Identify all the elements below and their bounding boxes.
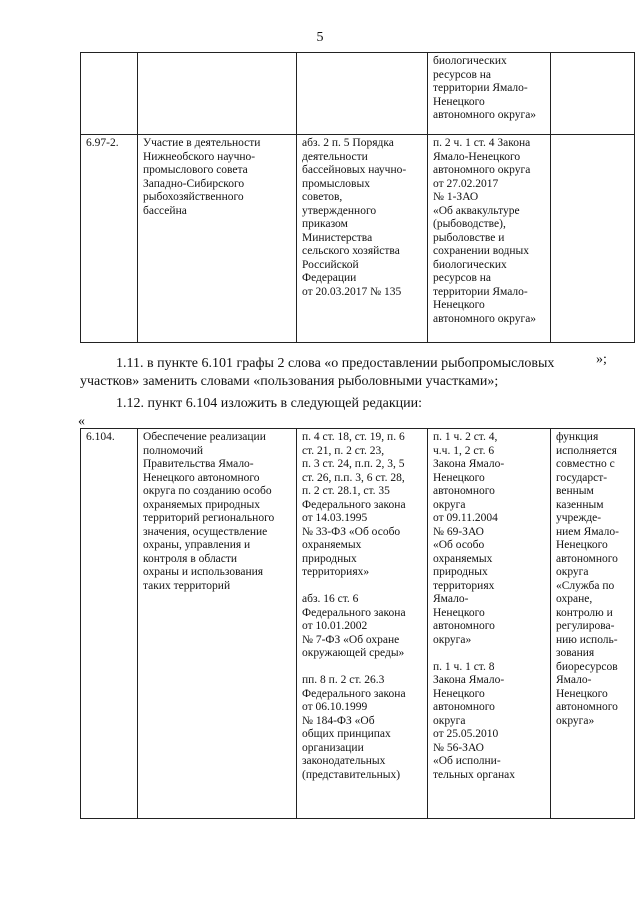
- table-row: [81, 53, 635, 135]
- table-continuation: [80, 52, 635, 343]
- cell-federal-basis: [297, 53, 428, 135]
- paragraph-1-11: [80, 355, 610, 391]
- cell-note: [551, 53, 635, 135]
- cell-note: [551, 135, 635, 343]
- cell-note: функция исполняется совместно с государст- венным казенным учрежде- нием Ямало- Ненецкого автономного округа «Служба по охране, контролю и регулирова- нию исполь- зования биоресурсов Ямало- Ненецкого автономного округа»: [551, 429, 635, 819]
- table-row: [81, 429, 635, 819]
- cell-number: [81, 53, 138, 135]
- cell-regional-basis: биологических ресурсов на территории Ямало- Ненецкого автономного округа»: [428, 53, 551, 135]
- cell-number: 6.104.: [81, 429, 138, 819]
- table-row: [81, 135, 635, 343]
- cell-function-name: Обеспечение реализации полномочий Правительства Ямало- Ненецкого автономного округа по созданию особо охраняемых природных территорий регионального значения, осуществление охраны, управления и контроля в области охраны и использования таких территорий: [138, 429, 297, 819]
- paragraph-1-11-line2: участков» заменить словами «пользования рыболовными участками»;: [80, 374, 499, 389]
- cell-regional-basis: п. 2 ч. 1 ст. 4 Закона Ямало-Ненецкого автономного округа от 27.02.2017 № 1-ЗАО «Об аквакультуре (рыбоводстве), рыболовстве и сохранении водных биологических ресурсов на территории Ямало- Ненецкого автономного округа»: [428, 135, 551, 343]
- paragraph-1-11-line1: 1.11. в пункте 6.101 графы 2 слова «о предоставлении рыбопромысловых: [116, 356, 555, 371]
- cell-number: 6.97-2.: [81, 135, 138, 343]
- page-number: 5: [316, 30, 324, 45]
- cell-function-name: [138, 53, 297, 135]
- paragraph-1-12: 1.12. пункт 6.104 изложить в следующей редакции:: [116, 396, 422, 411]
- opening-quote: «: [78, 414, 85, 429]
- closing-quote: »;: [596, 352, 607, 367]
- table-new-6-104: [80, 428, 635, 819]
- cell-function-name: Участие в деятельности Нижнеобского научно- промыслового совета Западно-Сибирского рыбохозяйственного бассейна: [138, 135, 297, 343]
- cell-federal-basis: п. 4 ст. 18, ст. 19, п. 6 ст. 21, п. 2 ст. 23, п. 3 ст. 24, п.п. 2, 3, 5 ст. 26, п.п. 3, 6 ст. 28, п. 2 ст. 28.1, ст. 35 Федерального закона от 14.03.1995 № 33-ФЗ «Об особо охраняемых природных территориях» абз. 16 ст. 6 Федерального закона от 10.01.2002 № 7-ФЗ «Об охране окружающей среды» пп. 8 п. 2 ст. 26.3 Федерального закона от 06.10.1999 № 184-ФЗ «Об общих принципах организации законодательных (представительных): [297, 429, 428, 819]
- cell-regional-basis: п. 1 ч. 2 ст. 4, ч.ч. 1, 2 ст. 6 Закона Ямало- Ненецкого автономного округа от 09.11.2004 № 69-ЗАО «Об особо охраняемых природных территориях Ямало- Ненецкого автономного округа» п. 1 ч. 1 ст. 8 Закона Ямало- Ненецкого автономного округа от 25.05.2010 № 56-ЗАО «Об исполни- тельных органах: [428, 429, 551, 819]
- cell-federal-basis: абз. 2 п. 5 Порядка деятельности бассейновых научно- промысловых советов, утвержденного приказом Министерства сельского хозяйства Российской Федерации от 20.03.2017 № 135: [297, 135, 428, 343]
